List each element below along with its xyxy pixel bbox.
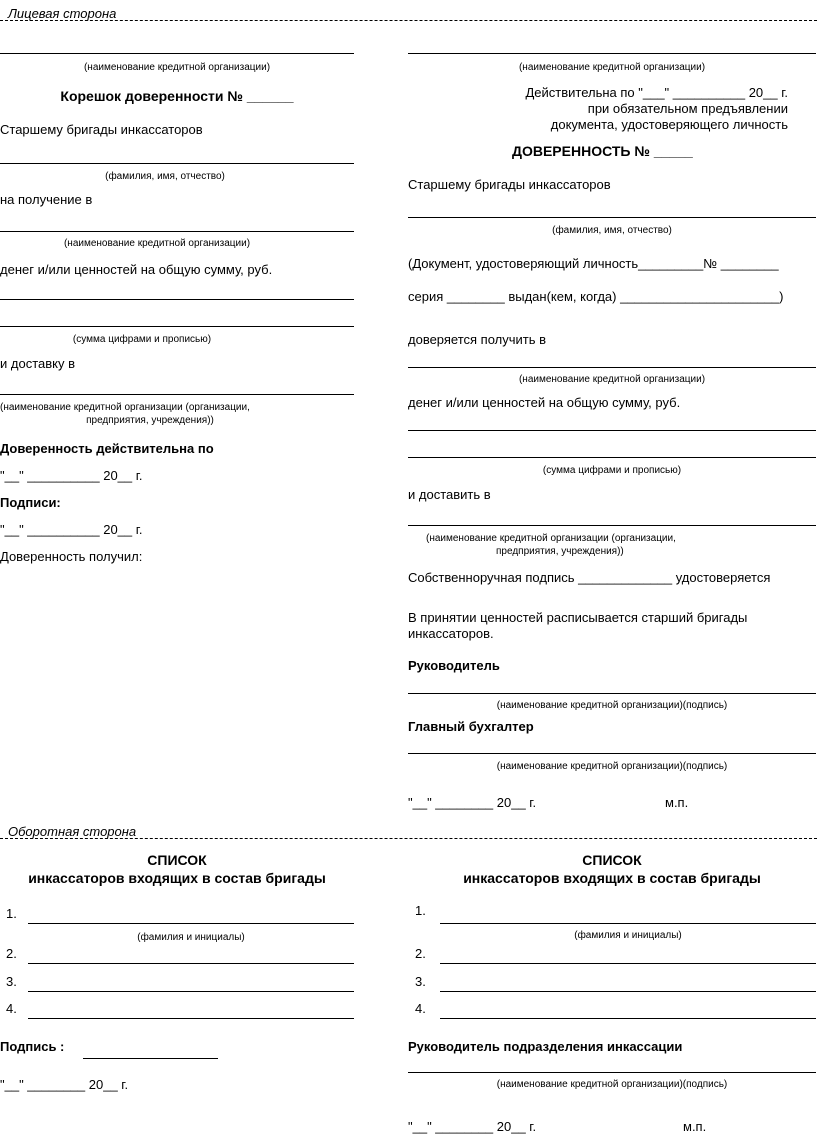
stub-fio-line[interactable] <box>0 163 354 164</box>
poa-org-line-2[interactable] <box>408 367 816 368</box>
stub-sum-line-2[interactable] <box>0 326 354 327</box>
stub-deliver-label: и доставку в <box>0 356 75 371</box>
stub-sum-line-1[interactable] <box>0 299 354 300</box>
poa-title: ДОВЕРЕННОСТЬ № _____ <box>512 143 693 159</box>
back-right-head-label: Руководитель подразделения инкассации <box>408 1039 683 1054</box>
back-right-head-line[interactable] <box>408 1072 816 1073</box>
poa-deliver-line[interactable] <box>408 525 816 526</box>
back-right-line-4[interactable] <box>440 1018 816 1019</box>
poa-chief-line[interactable] <box>408 753 816 754</box>
poa-org-caption: (наименование кредитной организации) <box>518 62 706 73</box>
poa-sum-caption: (сумма цифрами и прописью) <box>542 465 682 476</box>
stub-date-1[interactable]: "__" __________ 20__ г. <box>0 468 143 483</box>
poa-valid-line-3: документа, удостоверяющего личность <box>550 117 788 132</box>
back-right-num-2: 2. <box>415 946 426 961</box>
poa-money-label: денег и/или ценностей на общую сумму, руб. <box>408 395 681 410</box>
back-right-title-1: СПИСОК <box>582 852 642 868</box>
back-divider <box>0 838 817 839</box>
back-left-sign-line[interactable] <box>83 1058 218 1059</box>
poa-head-label: Руководитель <box>408 658 500 673</box>
back-left-line-3[interactable] <box>28 991 354 992</box>
poa-own-sign[interactable]: Собственноручная подпись _____________ удостоверяется <box>408 570 771 585</box>
stub-deliver-line[interactable] <box>0 394 354 395</box>
back-left-num-3: 3. <box>6 974 17 989</box>
back-left-title-1: СПИСОК <box>147 852 207 868</box>
poa-sum-line-1[interactable] <box>408 430 816 431</box>
poa-deliver-label: и доставить в <box>408 487 491 502</box>
poa-chief-acc-label: Главный бухгалтер <box>408 719 534 734</box>
stub-senior-label: Старшему бригады инкассаторов <box>0 122 203 137</box>
stub-org-long-caption-1: (наименование кредитной организации (организации, <box>0 402 250 413</box>
poa-org-caption-2: (наименование кредитной организации) <box>518 374 706 385</box>
back-right-title-2: инкассаторов входящих в состав бригады <box>463 870 761 886</box>
back-left-line-1[interactable] <box>28 923 354 924</box>
back-right-line-1[interactable] <box>440 923 816 924</box>
stub-receive-label: на получение в <box>0 192 93 207</box>
poa-fio-line[interactable] <box>408 217 816 218</box>
stub-org-line-2[interactable] <box>0 231 354 232</box>
poa-valid-line: Действительна по "___" __________ 20__ г. <box>525 85 788 100</box>
poa-head-caption: (наименование кредитной организации)(подпись) <box>496 700 728 711</box>
back-left-num-2: 2. <box>6 946 17 961</box>
stub-signatures-label: Подписи: <box>0 495 61 510</box>
back-right-stamp-place: м.п. <box>683 1119 707 1134</box>
poa-accept-1: В принятии ценностей расписывается старший бригады <box>408 610 748 625</box>
back-left-num-4: 4. <box>6 1001 17 1016</box>
back-left-num-1: 1. <box>6 906 17 921</box>
poa-stamp-place: м.п. <box>665 795 689 810</box>
stub-org-caption-2: (наименование кредитной организации) <box>63 238 251 249</box>
back-left-fi-caption: (фамилия и инициалы) <box>137 932 245 943</box>
back-left-line-2[interactable] <box>28 963 354 964</box>
back-right-head-caption: (наименование кредитной организации)(подпись) <box>496 1079 728 1090</box>
stub-date-2[interactable]: "__" __________ 20__ г. <box>0 522 143 537</box>
back-right-num-3: 3. <box>415 974 426 989</box>
poa-org-long-caption-1: (наименование кредитной организации (организации, <box>426 533 676 544</box>
poa-head-line[interactable] <box>408 693 816 694</box>
poa-series[interactable]: серия ________ выдан(кем, когда) ______________________) <box>408 289 784 304</box>
stub-org-long-caption-2: предприятия, учреждения)) <box>86 415 214 426</box>
poa-org-line[interactable] <box>408 53 816 54</box>
front-divider <box>0 20 817 21</box>
poa-org-long-caption-2: предприятия, учреждения)) <box>496 546 624 557</box>
stub-received-label: Доверенность получил: <box>0 549 143 564</box>
stub-money-label: денег и/или ценностей на общую сумму, руб. <box>0 262 273 277</box>
back-right-line-2[interactable] <box>440 963 816 964</box>
back-side-label: Оборотная сторона <box>8 824 137 839</box>
back-right-line-3[interactable] <box>440 991 816 992</box>
poa-entrusted-label: доверяется получить в <box>408 332 547 347</box>
poa-date[interactable]: "__" ________ 20__ г. <box>408 795 537 810</box>
poa-accept-2: инкассаторов. <box>408 626 494 641</box>
back-left-date[interactable]: "__" ________ 20__ г. <box>0 1077 129 1092</box>
stub-org-line[interactable] <box>0 53 354 54</box>
back-right-date[interactable]: "__" ________ 20__ г. <box>408 1119 537 1134</box>
back-left-title-2: инкассаторов входящих в состав бригады <box>28 870 326 886</box>
stub-fio-caption: (фамилия, имя, отчество) <box>105 171 225 182</box>
poa-fio-caption: (фамилия, имя, отчество) <box>552 225 672 236</box>
poa-senior-label: Старшему бригады инкассаторов <box>408 177 611 192</box>
stub-valid-until: Доверенность действительна по <box>0 441 214 456</box>
back-right-num-1: 1. <box>415 903 426 918</box>
poa-id-doc[interactable]: (Документ, удостоверяющий личность_________№ ________ <box>408 256 779 271</box>
stub-title: Корешок доверенности № ______ <box>60 88 294 104</box>
poa-chief-caption: (наименование кредитной организации)(подпись) <box>496 761 728 772</box>
back-right-num-4: 4. <box>415 1001 426 1016</box>
stub-sum-caption: (сумма цифрами и прописью) <box>72 334 212 345</box>
poa-sum-line-2[interactable] <box>408 457 816 458</box>
poa-valid-line-2: при обязательном предъявлении <box>587 101 788 116</box>
front-side-label: Лицевая сторона <box>8 6 117 21</box>
back-left-line-4[interactable] <box>28 1018 354 1019</box>
back-left-sign-label: Подпись : <box>0 1039 65 1054</box>
back-right-fi-caption: (фамилия и инициалы) <box>574 930 682 941</box>
stub-org-caption: (наименование кредитной организации) <box>83 62 271 73</box>
